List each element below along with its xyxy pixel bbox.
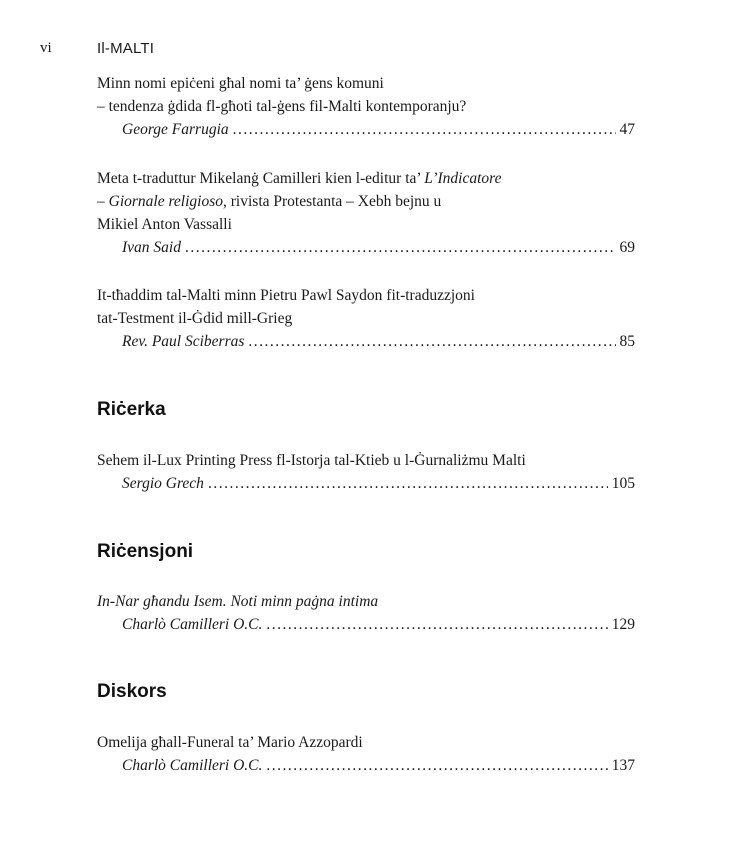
entry-page-number: 47 — [619, 121, 635, 138]
entry-title-line — [97, 731, 635, 754]
entry-title-line — [97, 449, 635, 472]
dot-leader — [208, 472, 608, 495]
entry-author: Charlò Camilleri O.C. — [122, 757, 263, 774]
entry-title-line — [97, 213, 635, 236]
entry-title-line — [97, 95, 635, 118]
entry-title-text: Mikiel Anton Vassalli — [97, 216, 232, 233]
entry-author-row — [122, 118, 635, 141]
entry-author-row — [122, 472, 635, 495]
dot-leader — [266, 613, 607, 636]
entry-title-text: Sehem il-Lux Printing Press fl-Istorja tal-Ktieb u l-Ġurnaliżmu Malti — [97, 452, 526, 469]
running-head — [0, 40, 750, 60]
toc-entry — [97, 731, 635, 777]
entry-title-line — [97, 72, 635, 95]
entry-title-line — [97, 167, 635, 190]
entry-title-line — [97, 190, 635, 213]
toc-entry — [97, 284, 635, 353]
dot-leader — [185, 236, 616, 259]
dot-leader — [233, 118, 616, 141]
entry-title-line — [97, 307, 635, 330]
section-heading-ricensjoni: Riċensjoni — [97, 541, 194, 562]
journal-title: Il-MALTI — [97, 40, 155, 57]
entry-title-text: – Giornale religioso — [97, 193, 224, 210]
toc-entry — [97, 72, 635, 141]
entry-author: Charlò Camilleri O.C. — [122, 616, 263, 633]
section-heading-ricerka: Riċerka — [97, 399, 166, 420]
entry-title-text: Meta t-traduttur Mikelanġ Camilleri kien l-editur ta’ — [97, 170, 425, 187]
toc-entry — [97, 167, 635, 259]
entry-page-number: 129 — [611, 616, 635, 633]
entry-author-row — [122, 754, 635, 777]
entry-title-text: , rivista Protestanta – Xebh bejnu u — [223, 193, 442, 210]
toc-entry — [97, 449, 635, 495]
section-heading-diskors: Diskors — [97, 681, 167, 702]
entry-title-text: Omelija għall-Funeral ta’ Mario Azzopardi — [97, 734, 363, 751]
entry-title-line — [97, 284, 635, 307]
entry-title-text: In-Nar għandu Isem. Noti minn paġna intima — [97, 593, 379, 610]
entry-page-number: 137 — [611, 757, 635, 774]
dot-leader — [248, 330, 615, 353]
entry-title-line — [97, 590, 635, 613]
entry-author-row — [122, 613, 635, 636]
page-number: vi — [40, 40, 52, 56]
entry-page-number: 69 — [619, 239, 635, 256]
entry-title-text: – tendenza ġdida fl-għoti tal-ġens fil-Malti kontemporanju? — [97, 98, 467, 115]
entry-title-text: Minn nomi epiċeni għal nomi ta’ ġens komuni — [97, 75, 384, 92]
entry-author-row — [122, 330, 635, 353]
entry-title-text: It-tħaddim tal-Malti minn Pietru Pawl Saydon fit-traduzzjoni — [97, 287, 475, 304]
entry-author: Sergio Grech — [122, 475, 204, 492]
entry-title-text: L’Indicatore — [424, 170, 502, 187]
toc-entry — [97, 590, 635, 636]
entry-page-number: 105 — [611, 475, 635, 492]
entry-author: George Farrugia — [122, 121, 229, 138]
entry-author-row — [122, 236, 635, 259]
dot-leader — [266, 754, 607, 777]
entry-author: Ivan Said — [122, 239, 181, 256]
entry-page-number: 85 — [619, 333, 635, 350]
entry-title-text: tat-Testment il-Ġdid mill-Grieg — [97, 310, 293, 327]
entry-author: Rev. Paul Sciberras — [122, 333, 245, 350]
